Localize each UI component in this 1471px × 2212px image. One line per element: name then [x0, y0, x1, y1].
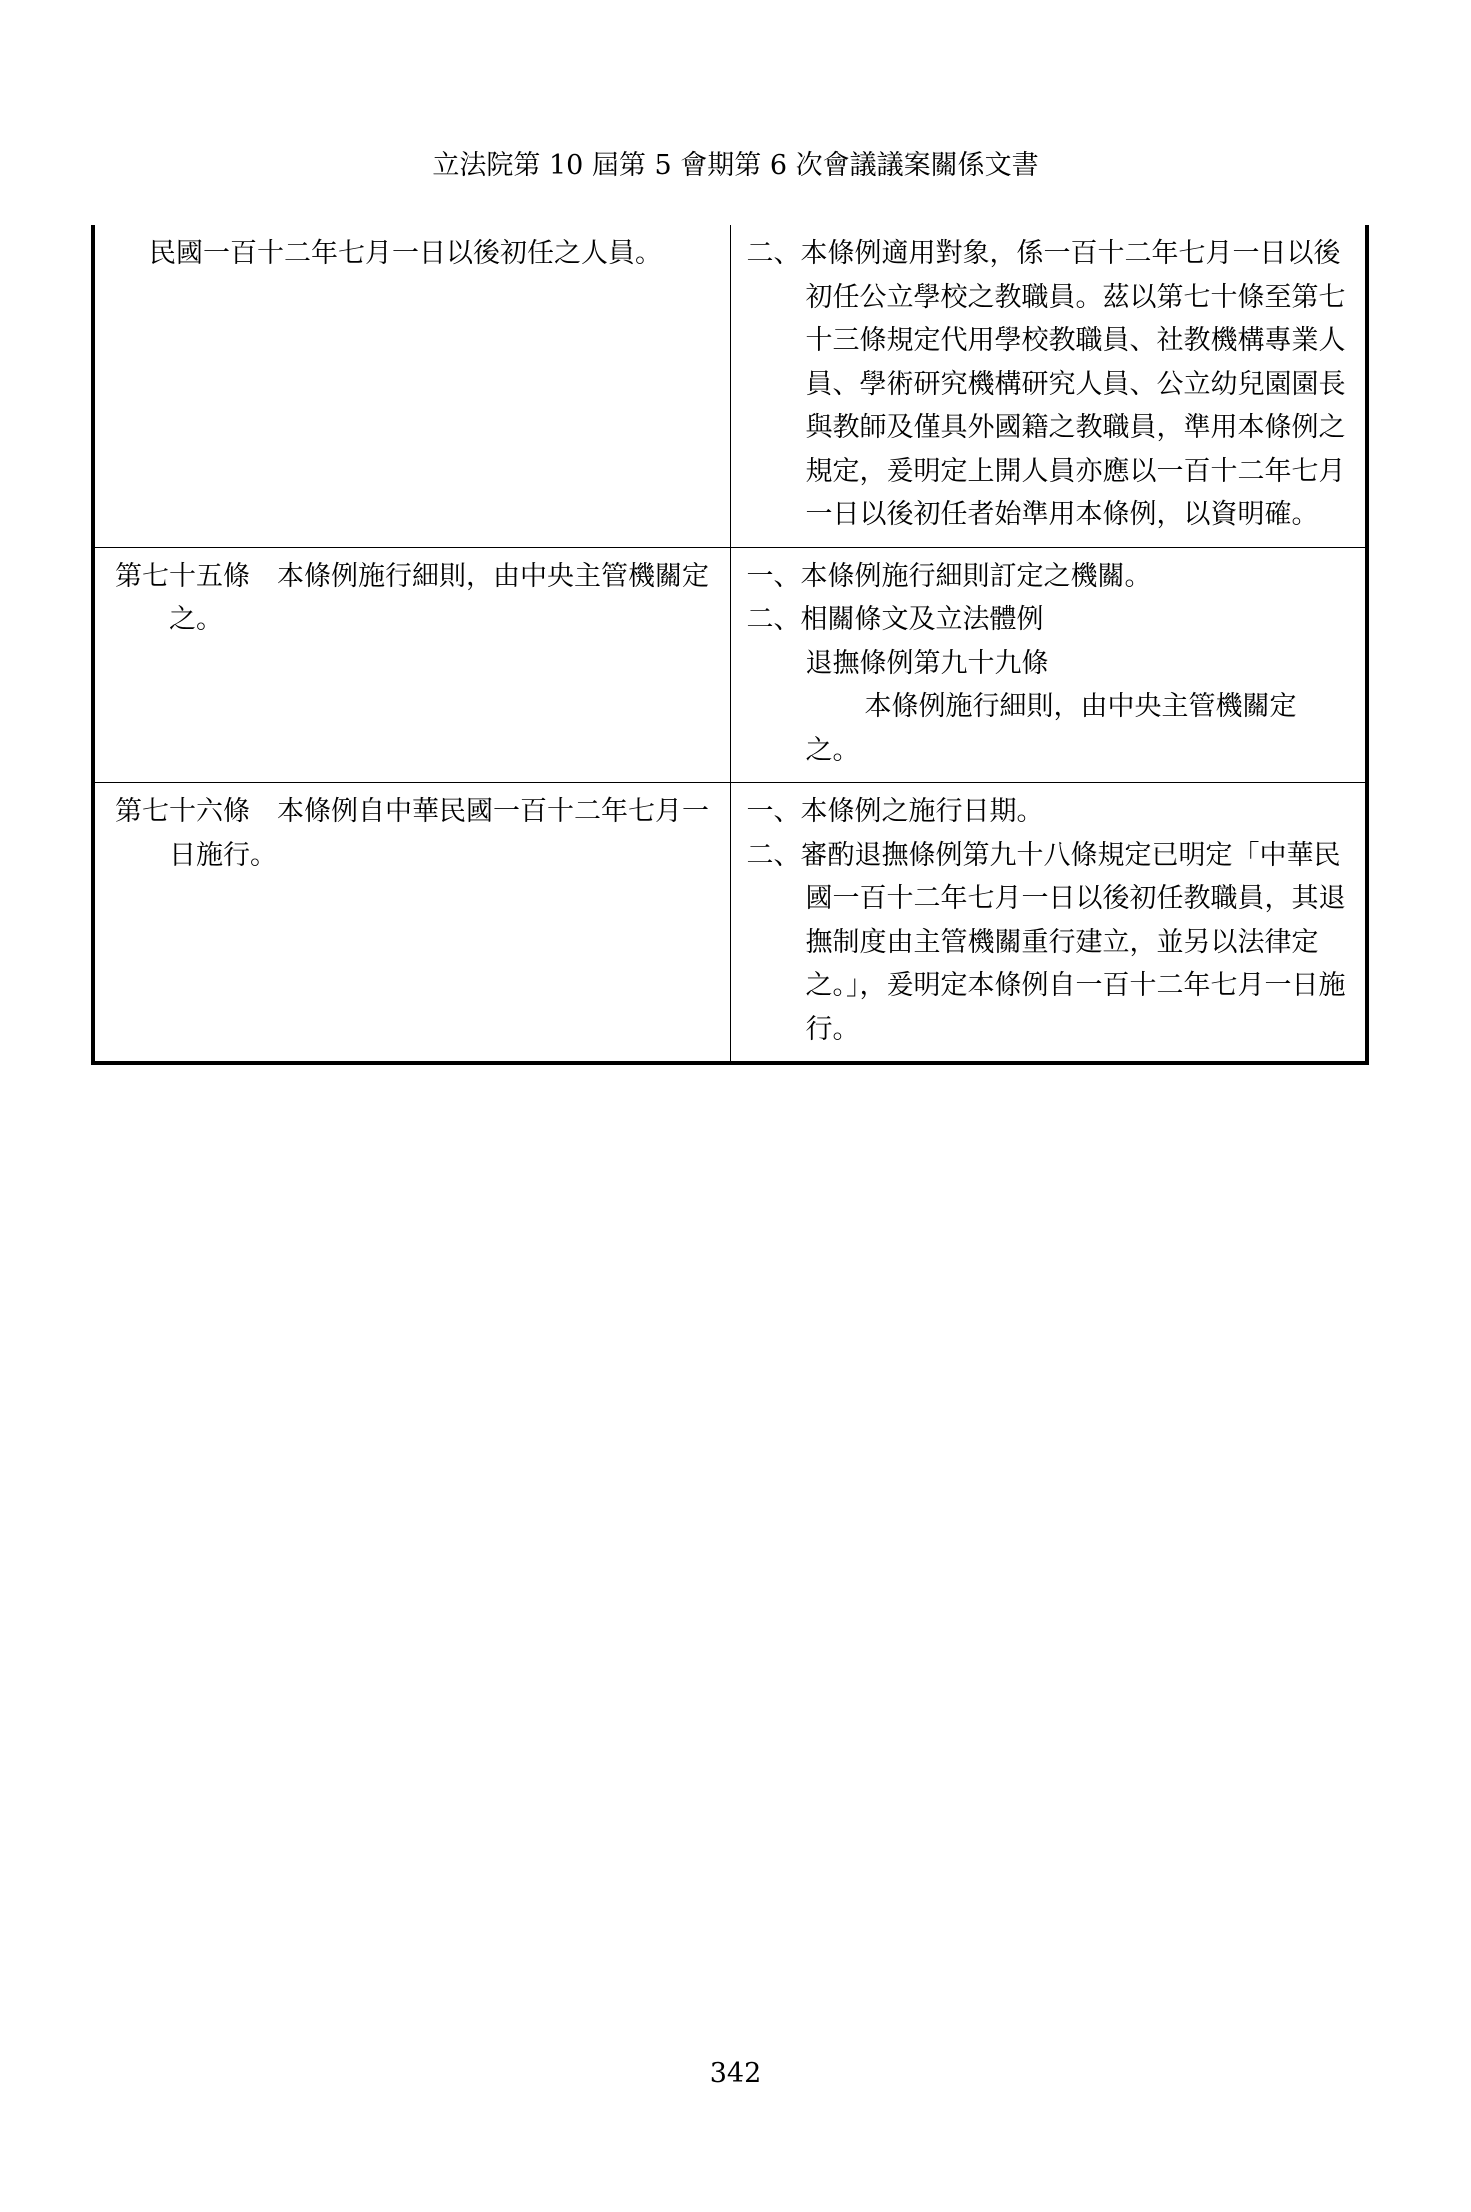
reference-article-text: 本條例施行細則，由中央主管機關定之。	[805, 691, 1297, 766]
reference-article-title: 退撫條例第九十九條	[805, 647, 1049, 679]
comparison-table	[91, 225, 1369, 1065]
article-text-cell	[93, 783, 730, 1064]
article-text: 民國一百十二年七月一日以後初任之人員。	[149, 238, 662, 269]
table-row	[93, 783, 1367, 1064]
explanation-item: 二、相關條文及立法體例	[746, 604, 1044, 635]
explanation-item: 二、審酌退撫條例第九十八條規定已明定「中華民國一百十二年七月一日以後初任教職員，其退撫制度由主管機關重行建立，並另以法律定之。」，爰明定本條例自一百十二年七月一日施行。	[746, 839, 1346, 1045]
explanation-item: 一、本條例之施行日期。	[746, 796, 1044, 827]
explanation-cell	[730, 547, 1367, 783]
table-row	[93, 547, 1367, 783]
article-text-cell	[93, 225, 730, 547]
explanation-cell	[730, 225, 1367, 547]
table-row	[93, 225, 1367, 547]
article-text-cell	[93, 547, 730, 783]
article-text: 第七十五條 本條例施行細則，由中央主管機關定之。	[115, 560, 709, 635]
article-text: 第七十六條 本條例自中華民國一百十二年七月一日施行。	[115, 796, 709, 871]
page-header: 立法院第 10 屆第 5 會期第 6 次會議議案關係文書	[432, 150, 1039, 181]
page-number: 342	[709, 2058, 762, 2089]
explanation-item: 一、本條例施行細則訂定之機關。	[746, 560, 1152, 592]
explanation-item: 二、本條例適用對象，係一百十二年七月一日以後初任公立學校之教職員。茲以第七十條至第七十三條規定代用學校教職員、社教機構專業人員、學術研究機構研究人員、公立幼兒園園長與教師及僅具外國籍之教職員，準用本條例之規定，爰明定上開人員亦應以一百十二年七月一日以後初任者始準用本條例，以資明確。	[746, 238, 1346, 530]
explanation-cell	[730, 783, 1367, 1064]
